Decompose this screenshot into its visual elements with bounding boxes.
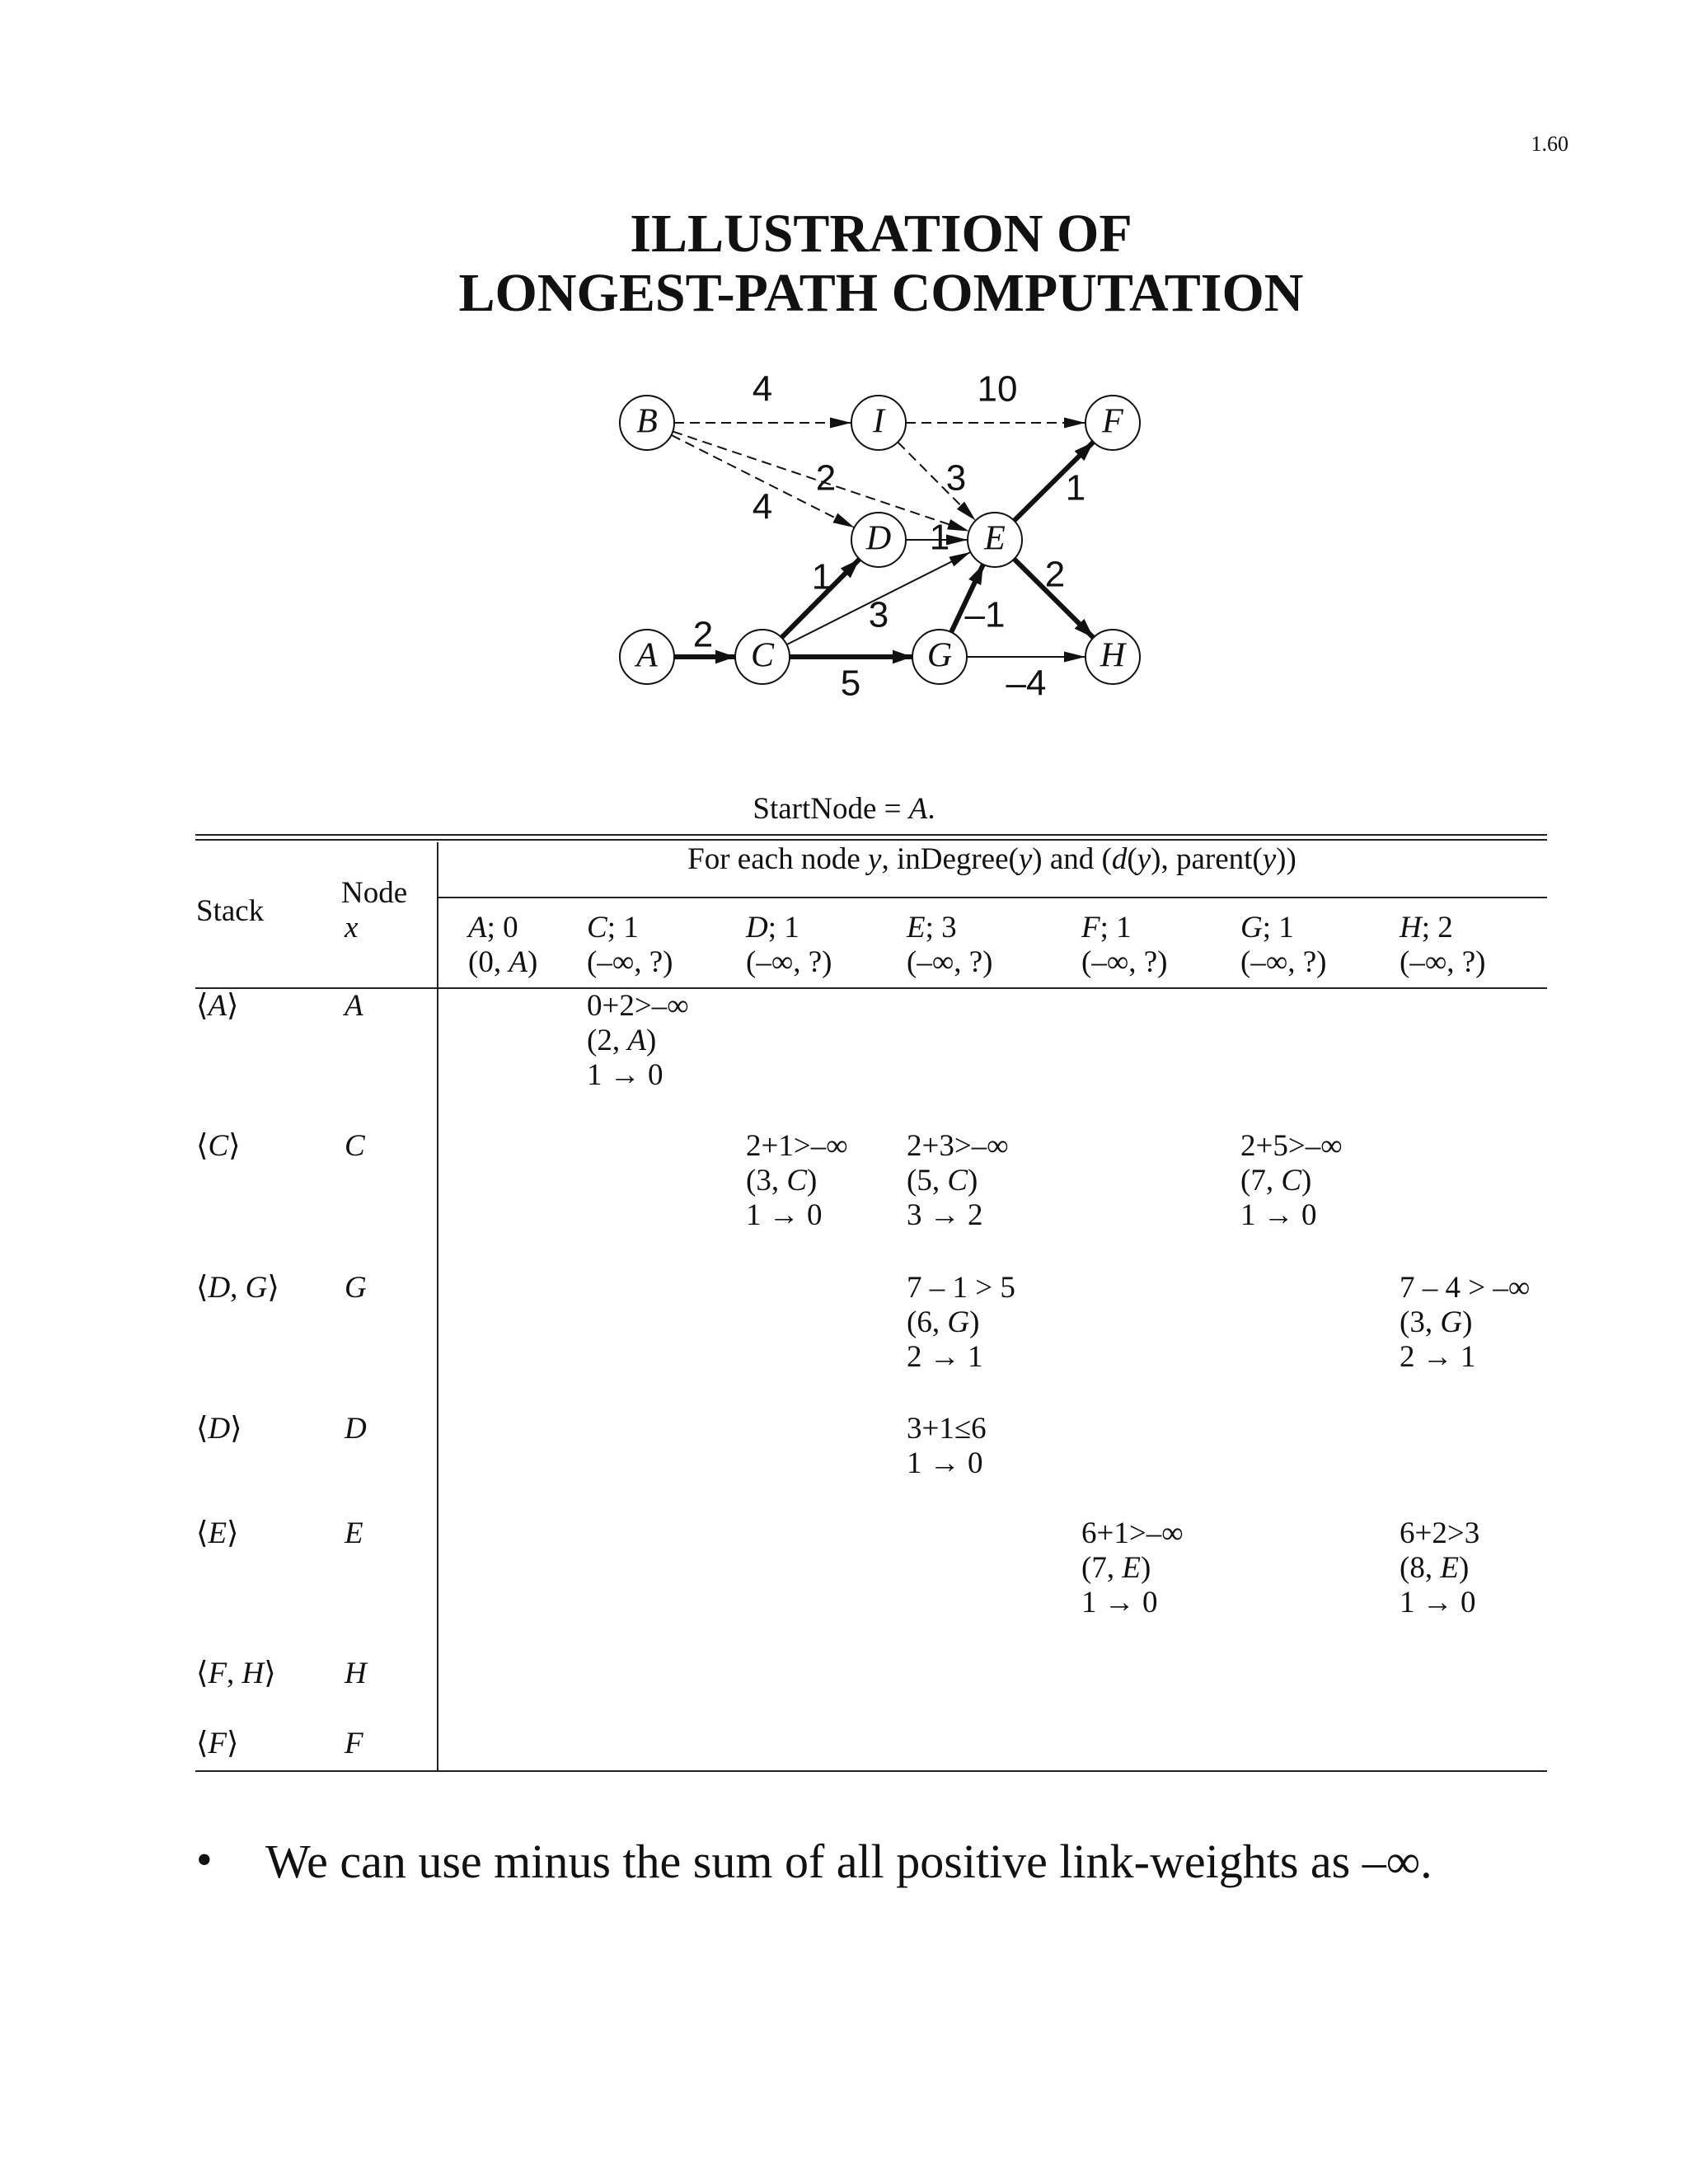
row-1-cell-3-line-1: (5, C) bbox=[907, 1164, 978, 1197]
node-D-label: D bbox=[865, 519, 892, 558]
title-line-2: LONGEST-PATH COMPUTATION bbox=[458, 263, 1304, 323]
table-divider bbox=[437, 842, 438, 1770]
column-head-1: C; 1 bbox=[587, 911, 639, 944]
row-0-cell-1-line-2: 1 → 0 bbox=[587, 1058, 663, 1092]
header-node-x: x bbox=[345, 911, 359, 944]
row-1-cell-2-line-1: (3, C) bbox=[746, 1164, 818, 1197]
row-2-cell-6-line-1: (3, G) bbox=[1400, 1305, 1473, 1339]
column-head-4: F; 1 bbox=[1081, 911, 1132, 944]
weight-B-I: 4 bbox=[752, 368, 773, 410]
node-F-label: F bbox=[1102, 402, 1123, 441]
table-top-rule-1 bbox=[195, 834, 1547, 836]
row-5-node: H bbox=[345, 1657, 367, 1690]
weight-B-D: 4 bbox=[752, 486, 773, 527]
header-bottom-rule bbox=[195, 987, 1547, 989]
row-2-cell-3-line-0: 7 – 1 > 5 bbox=[907, 1271, 1015, 1305]
page-number: 1.60 bbox=[1531, 132, 1568, 156]
row-3-stack: ⟨D⟩ bbox=[196, 1412, 242, 1446]
row-4-cell-4-line-1: (7, E) bbox=[1081, 1551, 1151, 1585]
node-A-label: A bbox=[636, 636, 658, 675]
header-stack: Stack bbox=[196, 894, 265, 928]
weight-E-F: 1 bbox=[1065, 467, 1086, 509]
row-4-cell-4-line-2: 1 → 0 bbox=[1081, 1586, 1158, 1619]
row-0-node: A bbox=[345, 989, 363, 1023]
row-1-cell-5-line-0: 2+5>–∞ bbox=[1240, 1129, 1343, 1163]
group-header: For each node y, inDegree(y) and (d(y), parent(y)) bbox=[687, 842, 1296, 876]
group-header-rule bbox=[437, 897, 1547, 898]
header-node: Node bbox=[341, 876, 408, 910]
column-head-0: A; 0 bbox=[468, 911, 518, 944]
weight-A-C: 2 bbox=[692, 614, 714, 655]
row-3-cell-3-line-0: 3+1≤6 bbox=[907, 1412, 987, 1446]
node-C-label: C bbox=[750, 636, 775, 675]
row-4-node: E bbox=[345, 1516, 363, 1550]
weight-I-F: 10 bbox=[977, 368, 1018, 410]
column-init-1: (–∞, ?) bbox=[587, 945, 673, 979]
node-B-label: B bbox=[636, 402, 658, 441]
weight-C-E: 3 bbox=[868, 594, 889, 635]
row-1-cell-5-line-1: (7, C) bbox=[1240, 1164, 1312, 1197]
node-G-label: G bbox=[926, 636, 953, 675]
table-bottom-rule bbox=[195, 1770, 1547, 1772]
weight-B-E: 2 bbox=[815, 457, 837, 499]
weight-G-H: –4 bbox=[1006, 663, 1047, 704]
row-1-cell-5-line-2: 1 → 0 bbox=[1240, 1198, 1317, 1232]
row-1-cell-2-line-2: 1 → 0 bbox=[746, 1198, 823, 1232]
row-1-cell-2-line-0: 2+1>–∞ bbox=[746, 1129, 848, 1163]
row-2-cell-6-line-0: 7 – 4 > –∞ bbox=[1400, 1271, 1531, 1305]
column-init-6: (–∞, ?) bbox=[1400, 945, 1486, 979]
weight-I-E: 3 bbox=[945, 457, 967, 499]
row-4-cell-6-line-0: 6+2>3 bbox=[1400, 1516, 1480, 1550]
column-init-3: (–∞, ?) bbox=[907, 945, 993, 979]
row-0-cell-1-line-1: (2, A) bbox=[587, 1024, 657, 1057]
row-1-cell-3-line-0: 2+3>–∞ bbox=[907, 1129, 1009, 1163]
table-top-rule-2 bbox=[195, 839, 1547, 841]
row-1-cell-3-line-2: 3 → 2 bbox=[907, 1198, 983, 1232]
row-6-node: F bbox=[345, 1727, 363, 1760]
weight-E-H: 2 bbox=[1044, 554, 1066, 595]
weight-D-E: 1 bbox=[929, 517, 950, 558]
column-init-0: (0, A) bbox=[468, 945, 538, 979]
title-line-1: ILLUSTRATION OF bbox=[630, 204, 1132, 264]
row-0-stack: ⟨A⟩ bbox=[196, 989, 239, 1023]
weight-C-D: 1 bbox=[811, 556, 832, 598]
row-2-stack: ⟨D, G⟩ bbox=[196, 1271, 279, 1305]
row-2-cell-3-line-1: (6, G) bbox=[907, 1305, 980, 1339]
row-3-cell-3-line-1: 1 → 0 bbox=[907, 1446, 983, 1480]
row-4-cell-4-line-0: 6+1>–∞ bbox=[1081, 1516, 1184, 1550]
row-2-cell-3-line-2: 2 → 1 bbox=[907, 1340, 983, 1374]
row-0-cell-1-line-0: 0+2>–∞ bbox=[587, 989, 689, 1023]
node-H-label: H bbox=[1100, 636, 1126, 675]
row-4-cell-6-line-1: (8, E) bbox=[1400, 1551, 1470, 1585]
start-node-caption: StartNode = A. bbox=[753, 792, 935, 826]
row-5-stack: ⟨F, H⟩ bbox=[196, 1657, 276, 1690]
column-init-5: (–∞, ?) bbox=[1240, 945, 1327, 979]
row-3-node: D bbox=[345, 1412, 367, 1446]
node-I-label: I bbox=[873, 402, 884, 441]
weight-C-G: 5 bbox=[840, 663, 861, 704]
row-2-node: G bbox=[345, 1271, 367, 1305]
row-2-cell-6-line-2: 2 → 1 bbox=[1400, 1340, 1476, 1374]
bullet-marker: • bbox=[196, 1835, 213, 1886]
column-head-2: D; 1 bbox=[746, 911, 799, 944]
column-head-6: H; 2 bbox=[1400, 911, 1453, 944]
node-E-label: E bbox=[984, 519, 1006, 558]
column-init-4: (–∞, ?) bbox=[1081, 945, 1168, 979]
column-head-5: G; 1 bbox=[1240, 911, 1294, 944]
column-init-2: (–∞, ?) bbox=[746, 945, 832, 979]
row-1-stack: ⟨C⟩ bbox=[196, 1129, 241, 1163]
row-6-stack: ⟨F⟩ bbox=[196, 1727, 239, 1760]
bullet-text: We can use minus the sum of all positive link-weights as –∞. bbox=[265, 1835, 1432, 1888]
row-4-cell-6-line-2: 1 → 0 bbox=[1400, 1586, 1476, 1619]
row-4-stack: ⟨E⟩ bbox=[196, 1516, 239, 1550]
column-head-3: E; 3 bbox=[907, 911, 957, 944]
row-1-node: C bbox=[345, 1129, 365, 1163]
weight-G-E: –1 bbox=[964, 594, 1006, 635]
